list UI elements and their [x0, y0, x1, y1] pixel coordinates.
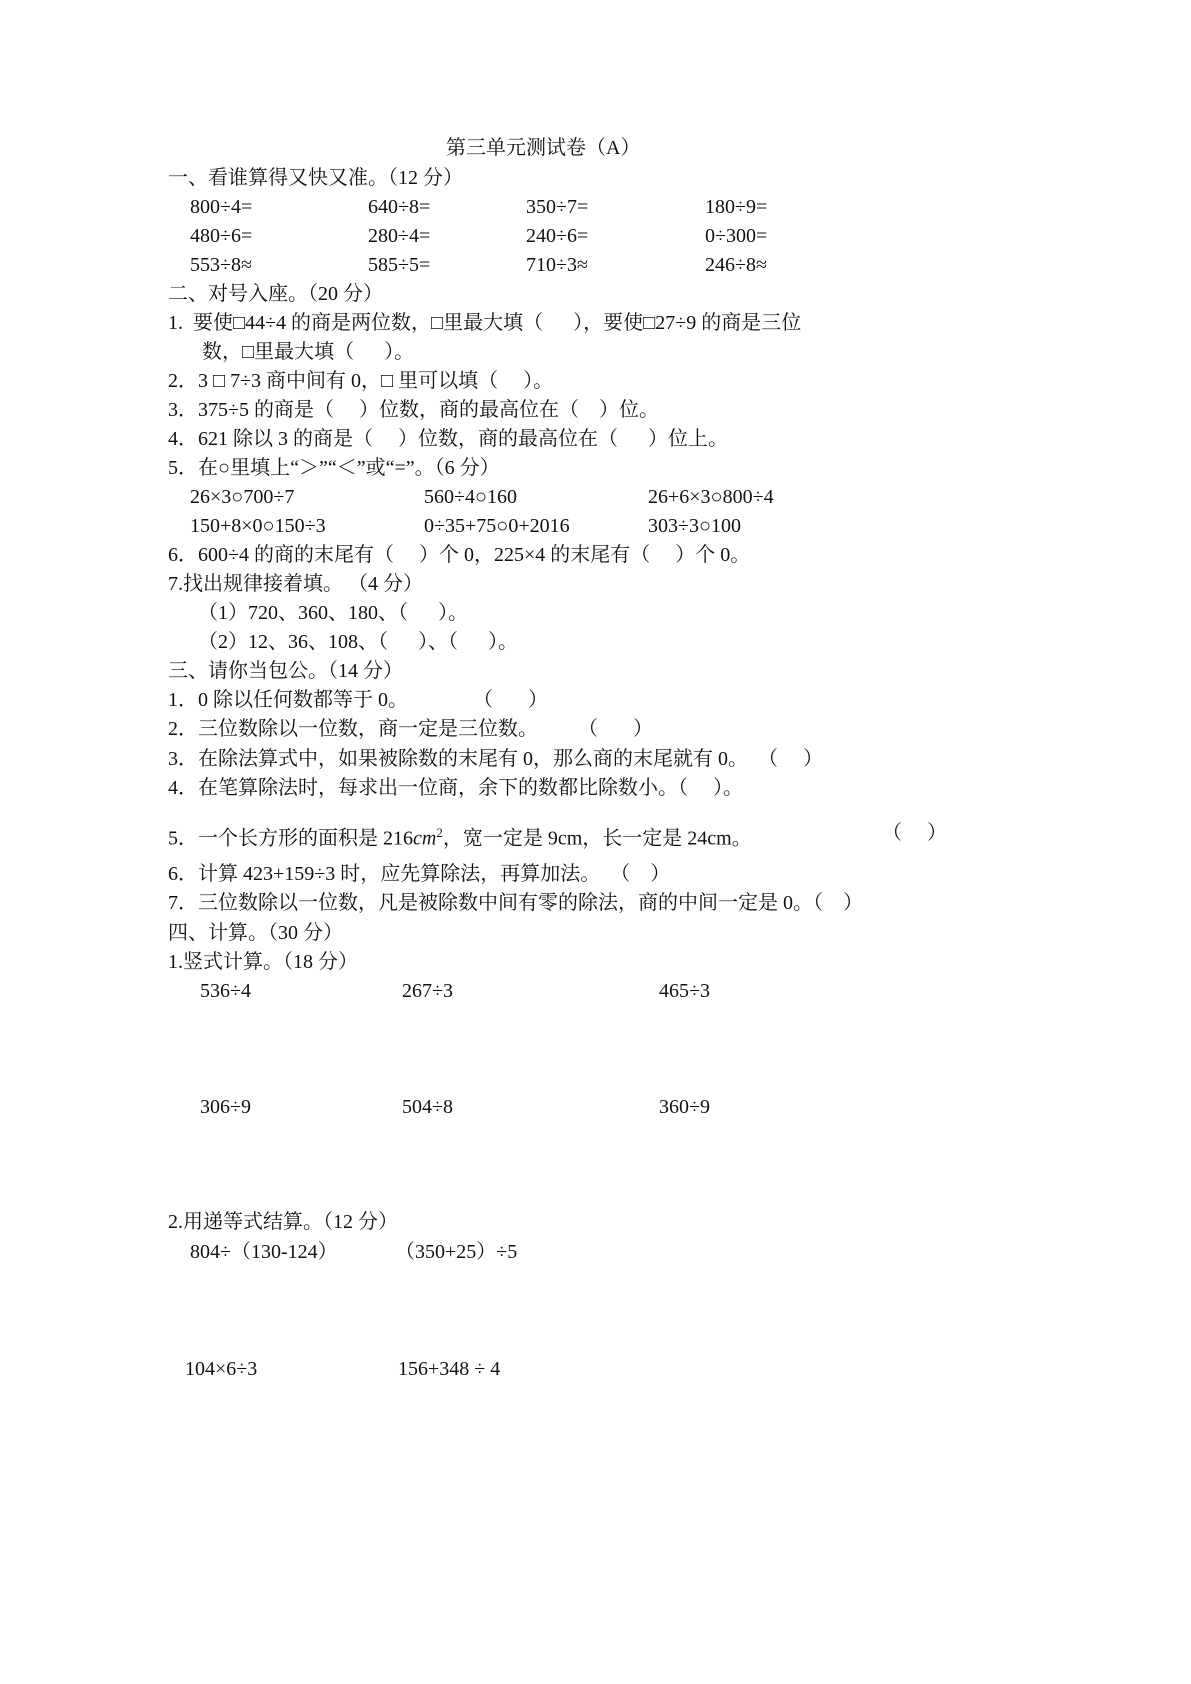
- comparison: 303÷3○100: [648, 515, 742, 537]
- comparison: 150+8×0○150÷3: [190, 515, 326, 537]
- judgement-item: 3．在除法算式中，如果被除数的末尾有 0，那么商的末尾就有 0。 （ ）: [168, 748, 823, 770]
- question-2-7-2: （2）12、36、108、（ ）、（ ）。: [198, 631, 518, 653]
- question-2-7: 7.找出规律接着填。 （4 分）: [168, 573, 423, 595]
- question-2-2: 2．3 □ 7÷3 商中间有 0，□ 里可以填（ ）。: [168, 370, 554, 392]
- page-title: 第三单元测试卷（A）: [446, 137, 641, 159]
- section-4-heading: 四、计算。（30 分）: [168, 922, 343, 944]
- question-2-6: 6．600÷4 的商的末尾有（ ）个 0，225×4 的末尾有（ ）个 0。: [168, 544, 751, 566]
- comparison: 0÷35+75○0+2016: [424, 515, 570, 537]
- section-2-heading: 二、对号入座。（20 分）: [168, 283, 383, 305]
- problem: 280÷4=: [368, 225, 431, 247]
- comparison: 26×3○700÷7: [190, 486, 295, 508]
- judgement-item-5: [168, 821, 752, 851]
- problem: 640÷8=: [368, 196, 431, 218]
- step-calc: 804÷（130-124）: [190, 1241, 338, 1263]
- section-3-heading: 三、请你当包公。（14 分）: [168, 660, 403, 682]
- unit-cm: cm: [413, 827, 437, 850]
- problem: 246÷8≈: [705, 254, 767, 276]
- question-2-3: 3．375÷5 的商是（ ）位数，商的最高位在（ ）位。: [168, 399, 659, 421]
- part-2-heading: 2.用递等式结算。（12 分）: [168, 1211, 398, 1233]
- vertical-calc: 536÷4: [200, 980, 251, 1002]
- judgement-item: 1．0 除以任何数都等于 0。 （ ）: [168, 689, 548, 711]
- problem: 180÷9=: [705, 196, 768, 218]
- problem: 710÷3≈: [526, 254, 588, 276]
- step-calc: 156+348 ÷ 4: [398, 1358, 501, 1380]
- question-2-1: 1. 要使□44÷4 的商是两位数，□里最大填（ ），要使□27÷9 的商是三位: [168, 312, 802, 334]
- vertical-calc: 465÷3: [659, 980, 710, 1002]
- problem: 480÷6=: [190, 225, 253, 247]
- comparison: 26+6×3○800÷4: [648, 486, 774, 508]
- question-2-4: 4．621 除以 3 的商是（ ）位数，商的最高位在（ ）位上。: [168, 428, 728, 450]
- problem: 553÷8≈: [190, 254, 252, 276]
- judgement-item: 6．计算 423+159÷3 时，应先算除法，再算加法。 （ ）: [168, 863, 671, 885]
- q5-text: 5．一个长方形的面积是 216: [168, 827, 413, 850]
- vertical-calc: 360÷9: [659, 1096, 710, 1118]
- answer-blank: （ ）: [882, 822, 947, 844]
- step-calc: （350+25）÷5: [395, 1241, 518, 1263]
- comparison: 560÷4○160: [424, 486, 518, 508]
- problem: 800÷4=: [190, 196, 253, 218]
- section-1-heading: 一、看谁算得又快又准。（12 分）: [168, 167, 463, 189]
- unit-exponent: 2: [436, 825, 443, 840]
- question-2-5: 5．在○里填上“＞”“＜”或“=”。（6 分）: [168, 457, 500, 479]
- judgement-item: 2．三位数除以一位数，商一定是三位数。 （ ）: [168, 718, 653, 740]
- problem: 240÷6=: [526, 225, 589, 247]
- problem: 0÷300=: [705, 225, 768, 247]
- step-calc: 104×6÷3: [185, 1358, 258, 1380]
- problem: 585÷5=: [368, 254, 431, 276]
- vertical-calc: 306÷9: [200, 1096, 251, 1118]
- question-2-1-cont: 数，□里最大填（ ）。: [202, 341, 415, 363]
- judgement-item: 7．三位数除以一位数，凡是被除数中间有零的除法，商的中间一定是 0。（ ）: [168, 892, 863, 914]
- judgement-item: 4．在笔算除法时，每求出一位商，余下的数都比除数小。（ ）。: [168, 777, 743, 799]
- problem: 350÷7=: [526, 196, 589, 218]
- question-2-7-1: （1）720、360、180、（ ）。: [198, 602, 468, 624]
- vertical-calc: 504÷8: [402, 1096, 453, 1118]
- q5-text-rest: ，宽一定是 9cm，长一定是 24cm。: [442, 827, 752, 850]
- part-1-heading: 1.竖式计算。（18 分）: [168, 951, 358, 973]
- vertical-calc: 267÷3: [402, 980, 453, 1002]
